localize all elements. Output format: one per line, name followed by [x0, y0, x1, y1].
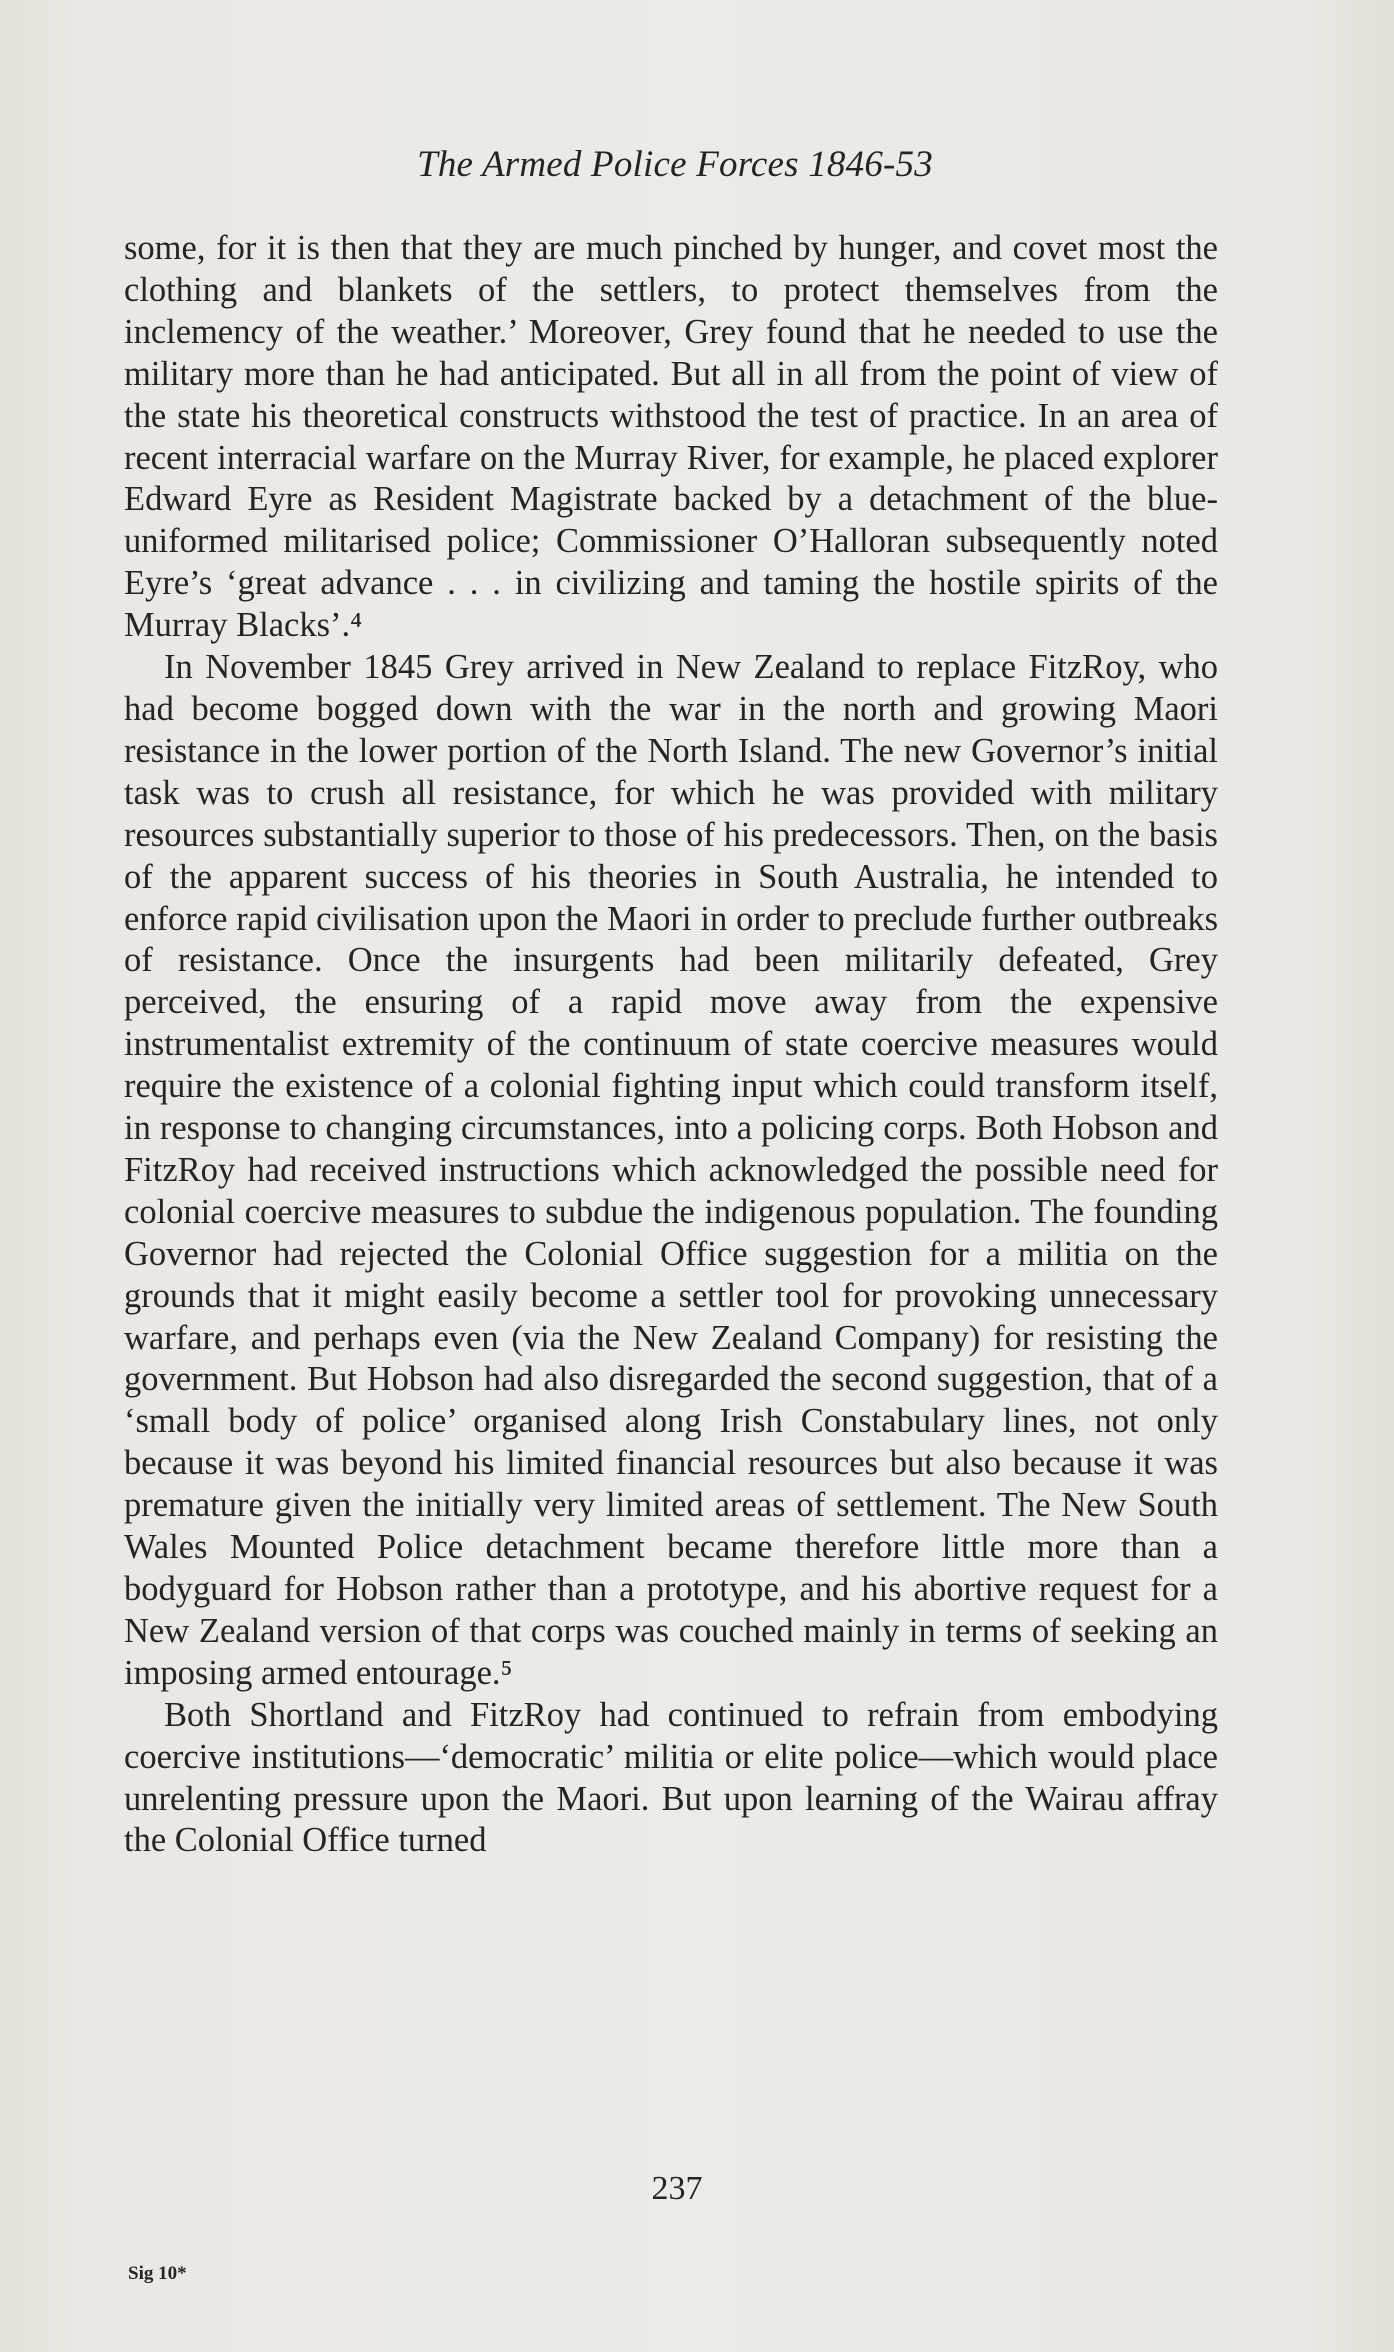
page-number: 237: [651, 2170, 703, 2207]
running-head: The Armed Police Forces 1846-53: [417, 144, 933, 185]
paragraph-continuation: some, for it is then that they are much pinched by hunger, and covet most the clothing and blankets of the settlers, to protect themselves from the inclemency of the weather.’ Moreover, Grey found that he needed to use the military more than he had anticipated. But all in all from the point of view of the state his theoretical constructs withstood the test of practice. In an area of recent interracial warfare on the Murray River, for example, he placed explorer Edward Eyre as Resident Magistrate backed by a detachment of the blue-uniformed militarised police; Commissioner O’Halloran subsequently noted Eyre’s ‘great advance . . . in civilizing and taming the hostile spirits of the Murray Blacks’.⁴: [124, 229, 1218, 645]
paragraph-grey-arrival: In November 1845 Grey arrived in New Zealand to replace FitzRoy, who had become bogged down with the war in the north and growing Maori resistance in the lower portion of the North Island. The new Governor’s initial task was to crush all resistance, for which he was provided with military resources substantially superior to those of his predecessors. Then, on the basis of the apparent success of his theories in South Australia, he intended to enforce rapid civilisation upon the Maori in order to preclude further outbreaks of resistance. Once the insurgents had been militarily defeated, Grey perceived, the ensuring of a rapid move away from the expensive instrumentalist extremity of the continuum of state coercive measures would require the existence of a colonial fighting input which could transform itself, in response to changing circumstances, into a policing corps. Both Hobson and FitzRoy had received instructions which acknowledged the possible need for colonial coercive measures to subdue the indigenous population. The founding Governor had rejected the Colonial Office suggestion for a militia on the grounds that it might easily become a settler tool for provoking unnecessary warfare, and perhaps even (via the New Zealand Company) for resisting the government. But Hobson had also disregarded the second suggestion, that of a ‘small body of police’ organised along Irish Constabulary lines, not only because it was beyond his limited financial resources but also because it was premature given the initially very limited areas of settlement. The New South Wales Mounted Police detachment became therefore little more than a bodyguard for Hobson rather than a prototype, and his abortive request for a New Zealand version of that corps was couched mainly in terms of seeking an imposing armed entourage.⁵: [124, 648, 1218, 1692]
body-text: [124, 228, 1218, 1862]
signature-mark: Sig 10*: [128, 2263, 187, 2284]
paragraph-shortland-fitzroy: Both Shortland and FitzRoy had continued to refrain from embodying coercive institutions—‘democratic’ militia or elite police—which would place unrelenting pressure upon the Maori. But upon learning of the Wairau affray the Colonial Office turned: [124, 1695, 1218, 1860]
